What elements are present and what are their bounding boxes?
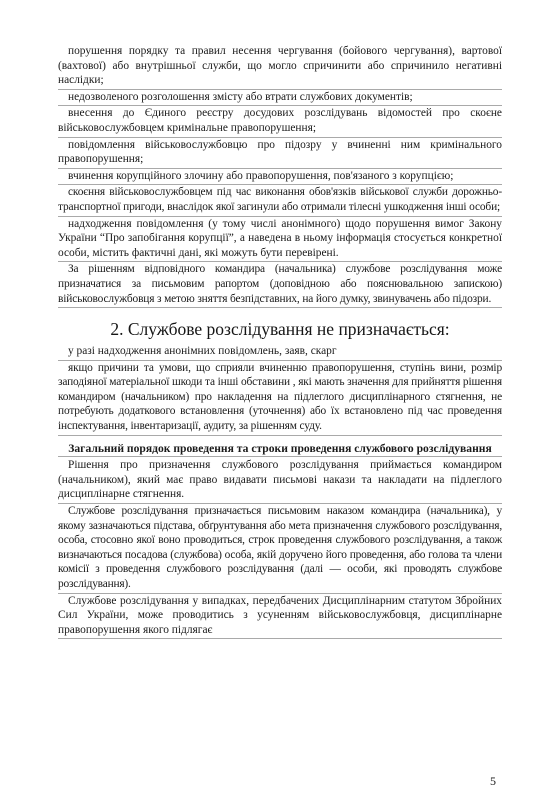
list-item-anonymous-report: надходження повідомлення (у тому числі анонімного) щодо порушення вимог Закону України “Про запобігання корупції”, а наведена в ньому інформація стосується конкретної особи, містить фактичні дані, які можуть бути перевірені. <box>58 217 502 263</box>
paragraph-written-order: Службове розслідування призначається письмовим наказом командира (начальника), у якому зазначаються підстава, обґрунтування або мета призначення службового розслідування, особа, стосовно якої воно проводиться, строк проведення службового розслідування, а також визначаються посадова (службова) особа, якій доручено його проведення, або голова та члени комісії з проведення службового розслідування (далі — особи, які проводять службове розслідування). <box>58 504 502 594</box>
list-item-corruption-offense: вчинення корупційного злочину або правопорушення, пов'язаного з корупцією; <box>58 169 502 186</box>
paragraph-no-additional-verification: якщо причини та умови, що сприяли вчиненню правопорушення, ступінь вини, розмір заподіяної матеріальної шкоди та інші обставини , які мають значення для прийняття рішення командиром (начальником) про накладення на підлеглого дисциплінарного стягнення, не потребують додаткового встановлення (уточнення) або їх встановлено під час проведення інспектування, інвентаризації, аудиту, за рішенням суду. <box>58 361 502 436</box>
list-item-traffic-accident: скоєння військовослужбовцем під час виконання обов'язків військової служби дорожньо-транспортної пригоди, внаслідок якої загинули або отримали тілесні ушкодження інші особи; <box>58 185 502 216</box>
paragraph-removal-from-duty: Службове розслідування у випадках, передбачених Дисциплінарним статутом Збройних Сил України, може проводитись з усуненням військовослужбовця, дисциплінарне правопорушення якого підлягає <box>58 594 502 640</box>
list-item-suspicion-notice: повідомлення військовослужбовцю про підозру у вчиненні ним кримінального правопорушення; <box>58 138 502 169</box>
list-item-duty-violation: порушення порядку та правил несення чергування (бойового чергування), вартової (вахтової) або внутрішньої служби, що могло спричинити або спричинило негативні наслідки; <box>58 44 502 90</box>
paragraph-decision-authority: Рішення про призначення службового розслідування приймається командиром (начальником), який має право видавати письмові накази та накладати на підлеглого дисциплінарне стягнення. <box>58 458 502 504</box>
list-item-document-disclosure: недозволеного розголошення змісту або втрати службових документів; <box>58 90 502 107</box>
page-content <box>58 44 502 639</box>
section-heading-general-procedure: Загальний порядок проведення та строки проведення службового розслідування <box>58 442 502 458</box>
paragraph-report-request: За рішенням відповідного командира (начальника) службове розслідування може призначатися за письмовим рапортом (доповідною або пояснювальною запискою) військовослужбовця з метою зняття безпідставних, на його думку, звинувачень або підозри. <box>58 262 502 308</box>
section-heading-not-appointed: 2. Службове розслідування не призначається: <box>110 319 450 340</box>
paragraph-anonymous-complaints: у разі надходження анонімних повідомлень, заяв, скарг <box>58 344 502 361</box>
list-item-registry-entry: внесення до Єдиного реєстру досудових розслідувань відомостей про скоєне військовослужбовцем кримінальне правопорушення; <box>58 106 502 137</box>
page-number: 5 <box>490 774 496 788</box>
